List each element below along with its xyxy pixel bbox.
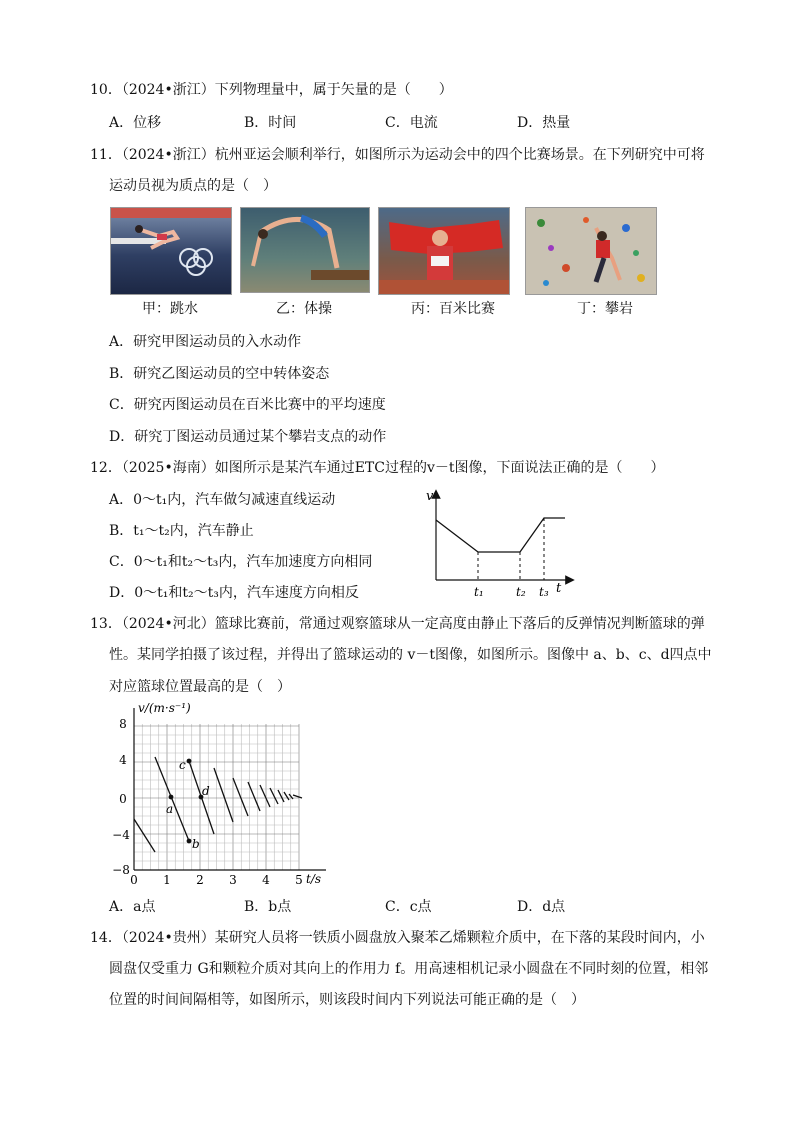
q13-xtick-5: 5	[295, 873, 303, 887]
sprint-illustration	[379, 208, 509, 294]
q13-ytick-neg8: −8	[112, 863, 130, 877]
q13-ytick-4: 4	[119, 753, 127, 767]
q10-option-d: D．热量	[517, 115, 571, 131]
q12-option-b: B．t₁～t₂内，汽车静止	[109, 523, 254, 539]
photo-gymnastics	[240, 207, 370, 293]
q14-stem-line1: 14．（2024•贵州）某研究人员将一铁质小圆盘放入聚苯乙烯颗粒介质中，在下落的某段时间内，小	[90, 930, 705, 946]
q11-option-c: C．研究丙图运动员在百米比赛中的平均速度	[109, 397, 386, 413]
q11-option-a: A．研究甲图运动员的入水动作	[109, 334, 302, 350]
q13-stem-line1: 13．（2024•河北）篮球比赛前，常通过观察篮球从一定高度由静止下落后的反弹情况判断篮球的弹	[90, 616, 705, 632]
q13-xtick-2: 2	[196, 873, 204, 887]
gymnastics-illustration	[241, 208, 369, 292]
q13-point-a	[169, 795, 174, 800]
q13-xtick-1: 1	[163, 873, 171, 887]
q13-option-b: B．b点	[244, 899, 292, 915]
q13-option-c: C．c点	[385, 899, 432, 915]
q12-v-label: v	[426, 489, 434, 504]
q12-t-label: t	[556, 581, 562, 596]
q13-xtick-0: 0	[130, 873, 138, 887]
q12-velocity-curve	[436, 518, 565, 552]
q12-t1-label: t₁	[474, 585, 484, 599]
photo-sprint	[378, 207, 510, 295]
caption-diving: 甲：跳水	[142, 301, 198, 317]
caption-sprint: 丙：百米比赛	[411, 301, 495, 317]
q11-option-d: D．研究丁图运动员通过某个攀岩支点的动作	[109, 429, 387, 445]
q10-stem: 10．（2024•浙江）下列物理量中，属于矢量的是（ ）	[90, 82, 453, 98]
q13-label-c: c	[179, 758, 186, 772]
q12-stem: 12．（2025•海南）如图所示是某汽车通过ETC过程的v－t图像，下面说法正确的是（ ）	[90, 460, 665, 476]
q11-option-b: B．研究乙图运动员的空中转体姿态	[109, 366, 330, 382]
q14-stem-line3: 位置的时间间隔相等，如图所示，则该段时间内下列说法可能正确的是（ ）	[109, 992, 585, 1008]
q13-ylabel: v/(m·s⁻¹)	[138, 701, 191, 715]
q13-ytick-8: 8	[119, 717, 127, 731]
q13-label-a: a	[166, 802, 174, 816]
q13-label-b: b	[192, 837, 200, 851]
q13-option-a: A．a点	[109, 899, 156, 915]
q13-option-d: D．d点	[517, 899, 566, 915]
photo-diving	[110, 207, 232, 295]
q11-stem-line1: 11．（2024•浙江）杭州亚运会顺利举行，如图所示为运动会中的四个比赛场景。在下列研究中可将	[90, 147, 705, 163]
q13-point-c	[187, 759, 192, 764]
q13-ytick-neg4: −4	[112, 828, 130, 842]
q13-stem-line2: 性。某同学拍摄了该过程，并得出了篮球运动的 v－t图像，如图所示。图像中 a、b、c、d四点中	[109, 647, 712, 663]
q13-xlabel: t/s	[306, 872, 322, 886]
q12-option-a: A．0～t₁内，汽车做匀减速直线运动	[109, 492, 336, 508]
q13-xtick-3: 3	[229, 873, 237, 887]
q12-option-d: D．0～t₁和t₂～t₃内，汽车速度方向相反	[109, 585, 359, 601]
q13-label-d: d	[202, 784, 210, 798]
q11-stem-line2: 运动员视为质点的是（ ）	[109, 178, 277, 194]
caption-gymnastics: 乙：体操	[276, 301, 332, 317]
caption-climbing: 丁：攀岩	[577, 301, 633, 317]
q10-option-c: C．电流	[385, 115, 438, 131]
q10-option-b: B．时间	[244, 115, 297, 131]
q10-option-a: A．位移	[109, 115, 162, 131]
q12-option-c: C．0～t₁和t₂～t₃内，汽车加速度方向相同	[109, 554, 373, 570]
q12-t3-label: t₃	[539, 585, 549, 599]
q12-t2-label: t₂	[516, 585, 526, 599]
q13-point-b	[187, 839, 192, 844]
q13-ytick-0: 0	[119, 792, 127, 806]
q13-xtick-4: 4	[262, 873, 270, 887]
q12-vt-graph	[420, 488, 580, 603]
q14-stem-line2: 圆盘仅受重力 G和颗粒介质对其向上的作用力 f。用高速相机记录小圆盘在不同时刻的位置，相邻	[109, 961, 709, 977]
q13-stem-line3: 对应篮球位置最高的是（ ）	[109, 679, 291, 695]
climbing-illustration	[526, 208, 656, 294]
q13-vt-graph	[112, 700, 342, 890]
diving-illustration	[111, 208, 231, 294]
photo-climbing	[525, 207, 657, 295]
